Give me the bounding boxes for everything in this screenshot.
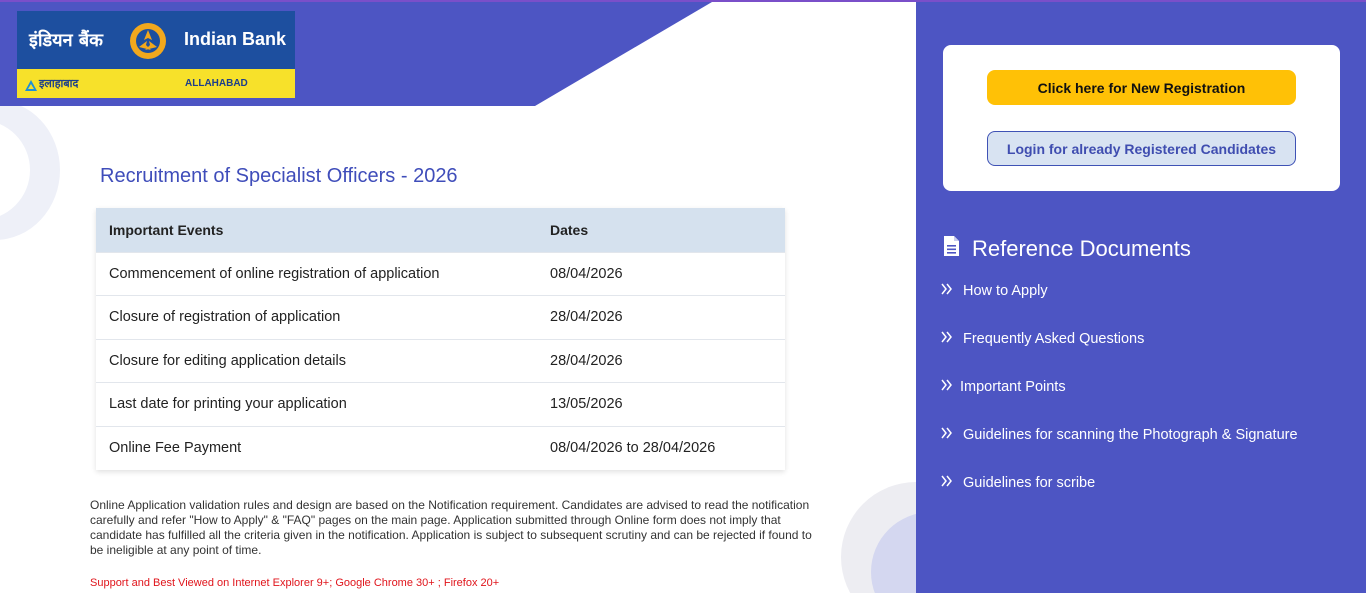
logo-bottom-band	[17, 69, 295, 98]
event-cell: Closure for editing application details	[96, 339, 537, 383]
doc-link-photo-signature-guidelines[interactable]	[941, 427, 1298, 443]
doc-link-label: Frequently Asked Questions	[963, 331, 1145, 347]
doc-link-label: How to Apply	[963, 283, 1048, 299]
date-cell: 13/05/2026	[537, 383, 785, 427]
sidebar	[916, 2, 1366, 593]
double-chevron-right-icon	[941, 427, 953, 443]
date-cell: 08/04/2026	[537, 252, 785, 296]
date-cell: 08/04/2026 to 28/04/2026	[537, 426, 785, 470]
table-row	[96, 426, 785, 470]
double-chevron-right-icon	[941, 283, 953, 299]
double-chevron-right-icon	[941, 475, 953, 491]
doc-link-label: Guidelines for scanning the Photograph & Signature	[963, 427, 1298, 443]
double-chevron-right-icon	[941, 331, 953, 347]
logo-sub-english: ALLAHABAD	[185, 78, 248, 89]
double-chevron-right-icon	[941, 379, 953, 395]
table-row	[96, 339, 785, 383]
bank-logo[interactable]	[17, 11, 295, 98]
registration-card	[943, 45, 1340, 191]
page-title: Recruitment of Specialist Officers - 2026	[100, 165, 458, 187]
logo-hindi-name: इंडियन बैंक	[29, 30, 103, 51]
login-registered-button[interactable]: Login for already Registered Candidates	[987, 131, 1296, 166]
new-registration-button[interactable]: Click here for New Registration	[987, 70, 1296, 105]
table-header-row	[96, 208, 785, 252]
date-cell: 28/04/2026	[537, 296, 785, 340]
event-cell: Commencement of online registration of application	[96, 252, 537, 296]
reference-documents-title: Reference Documents	[972, 235, 1191, 261]
important-events-table	[96, 208, 785, 470]
logo-top-band	[17, 11, 295, 69]
doc-link-label: Guidelines for scribe	[963, 475, 1096, 491]
event-cell: Closure of registration of application	[96, 296, 537, 340]
browser-support-note: Support and Best Viewed on Internet Explorer 9+; Google Chrome 30+ ; Firefox 20+	[90, 577, 500, 589]
doc-link-scribe-guidelines[interactable]	[941, 475, 1095, 491]
event-cell: Online Fee Payment	[96, 426, 537, 470]
table-row	[96, 383, 785, 427]
doc-link-how-to-apply[interactable]	[941, 283, 1048, 299]
reference-documents-heading	[943, 235, 1191, 262]
bank-emblem-icon	[125, 21, 171, 66]
table-row	[96, 252, 785, 296]
triangle-logo-icon	[25, 78, 37, 96]
table-row	[96, 296, 785, 340]
doc-link-label: Important Points	[960, 379, 1066, 395]
event-cell: Last date for printing your application	[96, 383, 537, 427]
column-header-dates: Dates	[537, 208, 785, 252]
logo-english-name: Indian Bank	[184, 29, 287, 49]
column-header-events: Important Events	[96, 208, 537, 252]
validation-notice: Online Application validation rules and design are based on the Notification requirement. Candidates are advised to read the notification carefully and refer "How to Apply" & "FAQ" pages on the main page. Application submitted through Online form does not imply that candidate has fulfilled all the criteria given in the notification. Application is subject to subsequent scrutiny and can be rejected if found to be ineligible at any point of time.	[90, 498, 812, 557]
date-cell: 28/04/2026	[537, 339, 785, 383]
document-icon	[943, 235, 960, 262]
doc-link-important-points[interactable]	[941, 379, 1066, 395]
logo-sub-hindi: इलाहाबाद	[39, 77, 79, 90]
doc-link-faq[interactable]	[941, 331, 1144, 347]
